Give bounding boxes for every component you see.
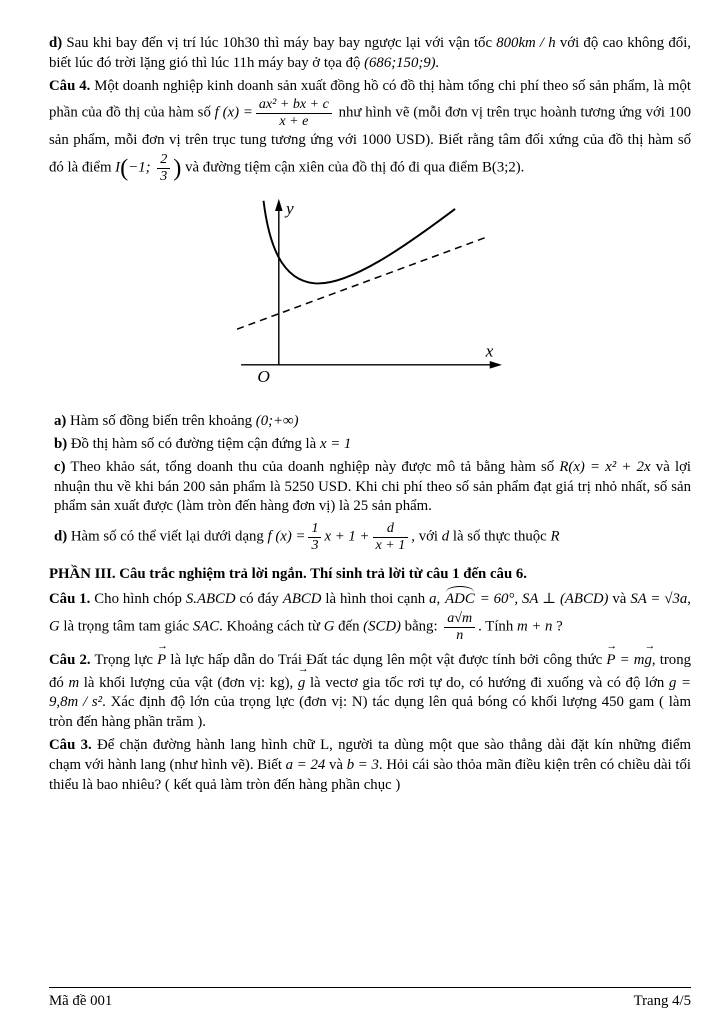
formula-fx: f (x) = (267, 528, 306, 545)
graph-figure (49, 196, 691, 398)
text-segment: có đáy (235, 591, 283, 608)
formula-d-variable: d (441, 528, 450, 545)
item-c-label: c) (54, 458, 66, 475)
text-segment: . Xác định độ lớn của trọng lực (đơn vị: N) tác dụng lên quả bóng có khối lượng 450 gam ( làm tròn đến hàng phần trăm ). (49, 694, 691, 731)
formula-angle-ADC: ADC (444, 588, 476, 610)
function-graph (235, 196, 505, 391)
formula-G: G (49, 618, 60, 635)
text-segment: . Hỏi cái sào thỏa mãn điều kiện trên có chiều dài tối thiểu là bao nhiêu? ( kết quả làm tròn đến hàng phần chục ) (49, 756, 691, 793)
y-axis-arrow (275, 199, 283, 211)
fraction-two-thirds (155, 152, 172, 185)
paren-close: ) (173, 154, 182, 182)
paragraph-item-b (49, 435, 691, 455)
formula-middle: x + 1 + (324, 528, 370, 545)
formula-b-value: b = 3 (346, 756, 379, 773)
formula-vector-P: P → (157, 648, 166, 671)
fraction-denominator: x + 1 (375, 536, 406, 553)
formula-revenue: R(x) = x² + 2x (559, 458, 651, 475)
item-a-label: a) (54, 413, 67, 430)
formula-a-value: a = 24 (285, 756, 326, 773)
fraction-numerator: 1 (308, 521, 321, 538)
paragraph-flight-d (49, 34, 691, 74)
formula-SA-perpendicular: SA ⊥ (ABCD) (521, 591, 609, 608)
formula-vector-g: g → (644, 648, 651, 671)
text-segment: và (325, 756, 347, 773)
section-phan3-title: PHẦN III. Câu trắc nghiệm trả lời ngắn. Thí sinh trả lời từ câu 1 đến câu 6. (49, 565, 527, 582)
fraction-numerator: 2 (157, 152, 170, 169)
text-segment: Theo khảo sát, tổng doanh thu của doanh nghiệp này được mô tả bằng hàm số (65, 458, 560, 475)
paragraph-item-d (49, 520, 691, 555)
cau1-label: Câu 1. (49, 591, 91, 608)
fraction-denominator: 3 (160, 167, 168, 184)
text-segment: . Khoảng cách từ (219, 618, 324, 635)
y-axis-label: y (285, 199, 294, 219)
formula-vector-g2: g → (298, 671, 305, 694)
item-b-label: b) (54, 435, 68, 452)
origin-label: O (257, 367, 270, 387)
text-segment: , (436, 591, 445, 608)
formula-side-a: a (429, 591, 437, 608)
formula-center-I: I (115, 159, 121, 176)
text-segment: , với (411, 528, 442, 545)
paragraph-item-c (49, 458, 691, 517)
formula-SAC: SAC (192, 618, 220, 635)
fraction-d-over-x-plus-1 (371, 521, 411, 554)
text-segment: như hình vẽ (mỗi đơn vị trên trục hoành tương ứng với 100 sản phẩm, mỗi đơn vị trên trục tung tương ứng với 1000 USD). Biết rằng tâm đối xứng của đồ thị hàm số đó là điểm (49, 105, 691, 176)
fraction-denominator: n (456, 627, 464, 643)
item-d-label: d) (49, 35, 63, 51)
formula-real-set: R (550, 528, 560, 545)
formula-vertical-asymptote: x = 1 (319, 435, 352, 452)
formula-gravity-value: g = 9,8m / s² (49, 674, 691, 711)
text-segment: là hình thoi cạnh (321, 591, 430, 608)
formula-SA-length: SA = √3a (630, 591, 688, 608)
text-segment: và lợi nhuận thu về khi bán 200 sản phẩm là 5250 USD. Khi chi phí theo số sản phẩm đạt giá trị nhỏ nhất, số sản phẩm sản xuất được (làm tròn đến hàng đơn vị) là 25 sản phẩm. (54, 458, 692, 515)
text-segment: Để chặn đường hành lang hình chữ L, người ta dùng một que sào thẳng dài đặt kín những điểm chạm với hành lang (như hình vẽ). Biết (49, 737, 691, 773)
text-segment: là trọng tâm tam giác (59, 618, 193, 635)
paragraph-cau3 (49, 736, 691, 795)
text-segment: và đường tiệm cận xiên của đồ thị đó đi qua điểm B(3;2). (181, 159, 525, 176)
cau3-label: Câu 3. (49, 737, 92, 753)
x-axis-arrow (490, 361, 502, 369)
text-segment: là khối lượng của vật (đơn vị: kg), (79, 674, 298, 691)
formula-fx: f (x) = (214, 105, 253, 122)
formula-SCD: (SCD) (363, 618, 401, 635)
fraction-one-third (306, 521, 323, 554)
paragraph-cau1 (49, 588, 691, 644)
text-segment: Trọng lực (90, 651, 158, 668)
formula-m-plus-n: m + n (516, 618, 553, 635)
formula-base: ABCD (282, 591, 322, 608)
cau2-label: Câu 2. (49, 651, 91, 668)
cau4-label: Câu 4. (49, 77, 91, 94)
text-segment: Một doanh nghiệp kinh doanh sản xuất đồng hồ có đồ thị hàm tổng chi phí theo số sản phẩm, là một phần của đồ thị của hàm số (49, 77, 691, 122)
paren-open: ( (120, 154, 129, 182)
text-segment: với độ cao không đổi, biết lúc đó trời lặng gió thì lúc 11h máy bay ở tọa độ (49, 35, 692, 71)
page-footer (49, 987, 691, 1012)
text-segment: Đồ thị hàm số có đường tiệm cận đứng là (67, 435, 320, 452)
x-axis-label: x (485, 341, 494, 361)
formula-interval: (0;+∞) (255, 413, 299, 430)
formula-vector-P2: P → (606, 648, 615, 671)
formula-coordinates: (686;150;9). (364, 54, 440, 71)
formula-speed: 800km / h (496, 35, 556, 51)
fraction-denominator: x + e (279, 113, 309, 130)
formula-pyramid: S.ABCD (185, 591, 236, 608)
fraction-numerator: a√m (444, 611, 475, 628)
text-segment: Sau khi bay đến vị trí lúc 10h30 thì máy bay bay ngược lại với vận tốc (62, 35, 497, 51)
text-segment: , (687, 591, 691, 608)
formula-angle-value: = 60°, (475, 591, 522, 608)
text-segment: là lực hấp dẫn do Trái Đất tác dụng lên một vật được tính bởi công thức (166, 651, 607, 668)
exam-code: Mã đề 001 (49, 993, 113, 1010)
text-segment: Hàm số có thể viết lại dưới dạng (67, 528, 268, 545)
text-segment: đến (334, 618, 364, 635)
text-segment: ? (552, 618, 563, 635)
text-segment: là vectơ gia tốc rơi tự do, có hướng đi xuống và có độ lớn (305, 674, 669, 691)
fraction-numerator: ax² + bx + c (256, 97, 332, 114)
formula-G2: G (323, 618, 335, 635)
paragraph-cau2 (49, 648, 691, 733)
page-number: Trang 4/5 (633, 993, 691, 1010)
text-segment: , trong đó (49, 651, 691, 691)
formula-center-arg: −1; (128, 159, 155, 176)
fraction-numerator: d (373, 521, 409, 538)
text-segment: là số thực thuộc (449, 528, 551, 545)
text-segment: Cho hình chóp (90, 591, 186, 608)
text-segment: Hàm số đồng biến trên khoảng (66, 413, 256, 430)
formula-mass-m: m (68, 674, 80, 691)
text-segment: và (608, 591, 631, 608)
fraction-denominator: 3 (311, 536, 319, 553)
fraction-cost-function (254, 97, 334, 130)
item-d2-label: d) (54, 528, 68, 545)
paragraph-cau4 (49, 77, 691, 186)
fraction-distance (442, 611, 477, 644)
formula-equals-m: = m (615, 651, 645, 668)
oblique-asymptote-dashed-line (237, 238, 486, 330)
paragraph-item-a (49, 412, 691, 432)
text-segment: bằng: (400, 618, 442, 635)
text-segment: . Tính (478, 618, 517, 635)
